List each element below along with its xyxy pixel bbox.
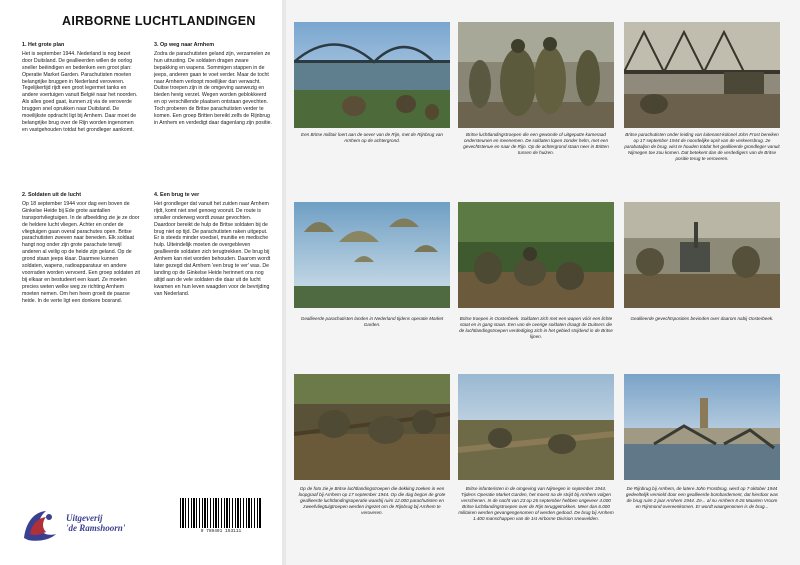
photo-parachutes <box>294 202 450 308</box>
photo-caption: Britse luchtlandingstroepen die een gewonde of uitgeputte kameraad ondersteunen en meenemen. De soldaten lopen zonder helm, met een gevechtstenue en naar de Rijn. Op de achtergrond staan neer in Britten tussen de huizen. <box>463 132 609 155</box>
section-heading: 1. Het grote plan <box>22 42 65 48</box>
photo-bridge-frost <box>624 22 780 128</box>
photo-caption: Britse infanteristen in de omgeving van Nijmegen in september 1944. Tijdens Operatie Market Garden, het moest na de strijd bij Arnhem volgen verschenen. In de nacht van 23 op 26 september hebben ongeveer 4.000 Britse luchtlandingstroepen over de Rijn teruggetrokken. Meer dan 6.000 militairen werden gevangengenomen of werden gedood. De brug bij Arnhem 1.400 manschappen van de 1st Airborne Division sneuvelden. <box>458 486 614 521</box>
section-body: Het is september 1944. Nederland is nog bezet door Duitsland. De geallieerden willen de oorlog sneller beëindigen en bedenken een groot plan: Operatie Market Garden. Parachutisten moeten belangrijke bruggen in Nederland veroveren. Tegelijkertijd rijdt een groot legermet tanks en andere voertuigen vanuit België naar het noorden. Als alles goed gaat, kunnen zij via de veroverde bruggen snel oprukken naar Duitsland. De moeilijkste opdracht ligt bij Arnhem. Daar moet de belangrijke brug over de Rijn worden ingenomen en vastgehouden totdat het grondleger aankomt. <box>22 50 138 133</box>
publisher-logo <box>20 508 160 548</box>
photo-caption: Britse troepen in Oosterbeek. Soldaten zich met een wapen vóór een lichte staat en in gang staan. Een van de overige soldaten draagt de Duitsers die de luchtlandingstroepen verdediging zich in het gebied strijdend in de Britse lijnen. <box>459 316 613 339</box>
ramshoorn-logo-mark <box>20 508 60 542</box>
section-1 <box>22 42 140 134</box>
photo-caption: Britse parachutisten onder leiding van luitenant-kolonel John Frost bereiken op 17 september 1944 de noordelijke oprit van de verkeersbrug. 2e parabataljon de brug, wist te houden totdat het geallieerde grondleger vanuit Nijmegen toe zou komen. Dat betekent dan de verdedigers van de Britse positie terug te veroveren. <box>624 132 780 161</box>
photo-caption: De Rijnbrug bij Arnhem, de latere John Frostbrug, werd op 7 oktober 1944 gedeeltelijk vernield door een geallieerde bombardement, dat hierdoor was de brug ruim 2 jaar Arnhem 1944. Ze... al nu Arnhem 8-26 Maarten Vroom en Rijnmond overeenkomen. Er wordt waargenomen is de brug... <box>625 486 779 509</box>
photo-trench <box>294 374 450 480</box>
section-heading: 2. Soldaten uit de lucht <box>22 192 82 198</box>
photo-oosterbeek-troops <box>458 202 614 308</box>
section-body: Het grondleger dat vanuit het zuiden naar Arnhem rijdt, komt niet snel genoeg vooruit. De route is smaller onderweg wordt zwaar gevochten. Daardoor bereikt de hulp de Britse soldaten bij de brug niet op tijd. De parachutisten raken uitgeput. Er is steeds minder voedsel, munitie en medische hulp. Uiteindelijk moeten de overgebleven geallieerde soldaten zich terugtrekken. De brug bij Arnhem kan niet worden behouden. Daarom wordt later gezegd dat Arnhem 'een brug te ver' was. De landing op de Ginkelse Heide herinnert ons nog altijd aan de vele soldaten die daar uit de lucht kwamen en hun leven waagden voor de bevrijding van Nederland. <box>154 200 271 297</box>
section-body: Zodra de parachutisten geland zijn, verzamelen ze hun uitrusting. De soldaten dragen zware bepakking en wapens. Sommigen stappen in de jeeps, anderen gaan te voet verder. Maar de tocht naar Arnhem verloopt moeilijker dan verwacht. Duitse troepen zijn in de omgeving aanwezig en bieden hevig verzet. Wegen worden geblokkeerd en op verschillende plaatsen ontstaan gevechten. Toch proberen de Britse parachutisten verder te komen. Een groep Britten bereikt zelfs de Rijnbrug in Arnhem en verdedigt daar dagenlang zijn positie. <box>154 50 272 126</box>
page-title: AIRBORNE LUCHTLANDINGEN <box>62 14 256 28</box>
publisher-line-2: 'de Ramshoorn' <box>66 523 126 533</box>
photo-caption: Op de foto zie je Britse luchtlandingstroepen die dekking zoeken in een loopgraaf bij Arnhem op 17 september 1944. Op die dag begon de grote geallieerde luchtlandingsoperatie waarbij ruim 12.000 parachutisten en zweefvliegtuigtroepen werden ingezet om de Rijnbrug bij Arnhem te veroveren. <box>298 486 446 515</box>
isbn-barcode <box>180 498 262 544</box>
photo-destroyed-bridge <box>624 374 780 480</box>
photo-nijmegen-infantry <box>458 374 614 480</box>
photo-grid <box>286 0 800 565</box>
publisher-name <box>66 513 125 533</box>
barcode-number: 9 789491 153111 <box>200 529 242 534</box>
text-column <box>0 0 282 565</box>
photo-gun-position <box>624 202 780 308</box>
section-2 <box>22 192 140 305</box>
section-body: Op 18 september 1944 voor dag een boven de Ginkelse Heide bij Ede grote aantallen transportvliegtuigen. In de afbeelding zie je ze door de heldere lucht vliegen. Achter en onder de vliegtuigen gaan overal parachutes open. Britse parachutisten zweven naar beneden. Elk soldaat hangt nog onder zijn grote parachute terwijl anderen al veilig op de heide zijn geland. Op de grond staan jeeps klaar. Daarmee kunnen soldaten, wapens, radioapparatuur en andere voorraden worden vervoerd. Een groep soldaten zit bij elkaar en bestudeert een kaart. Ze moeten precies weten welke weg ze richting Arnhem moeten nemen. Om hen heen groeit de paarse heide. In de verte ligt een donkere bosrand. <box>22 200 140 304</box>
photo-rijnbrug-river <box>294 22 450 128</box>
section-heading: 4. Een brug te ver <box>154 192 200 198</box>
publisher-line-1: Uitgeverij <box>66 513 103 523</box>
photo-caption: Geallieerde parachutisten landen in Nederland tijdens operatie Market Garden. <box>300 316 444 327</box>
section-3 <box>154 42 272 127</box>
photo-wounded-comrade <box>458 22 614 128</box>
photo-caption: Een Britse militair loert aan de oever van de Rijn, met de Rijnbrug van Arnhem op de achtergrond. <box>301 132 443 143</box>
photo-caption: Geallieerde gevechtsposities bevinden over daarom nabij Oosterbeek. <box>630 316 774 321</box>
section-heading: 3. Op weg naar Arnhem <box>154 42 215 48</box>
barcode-bars <box>180 498 262 528</box>
section-4 <box>154 192 272 298</box>
